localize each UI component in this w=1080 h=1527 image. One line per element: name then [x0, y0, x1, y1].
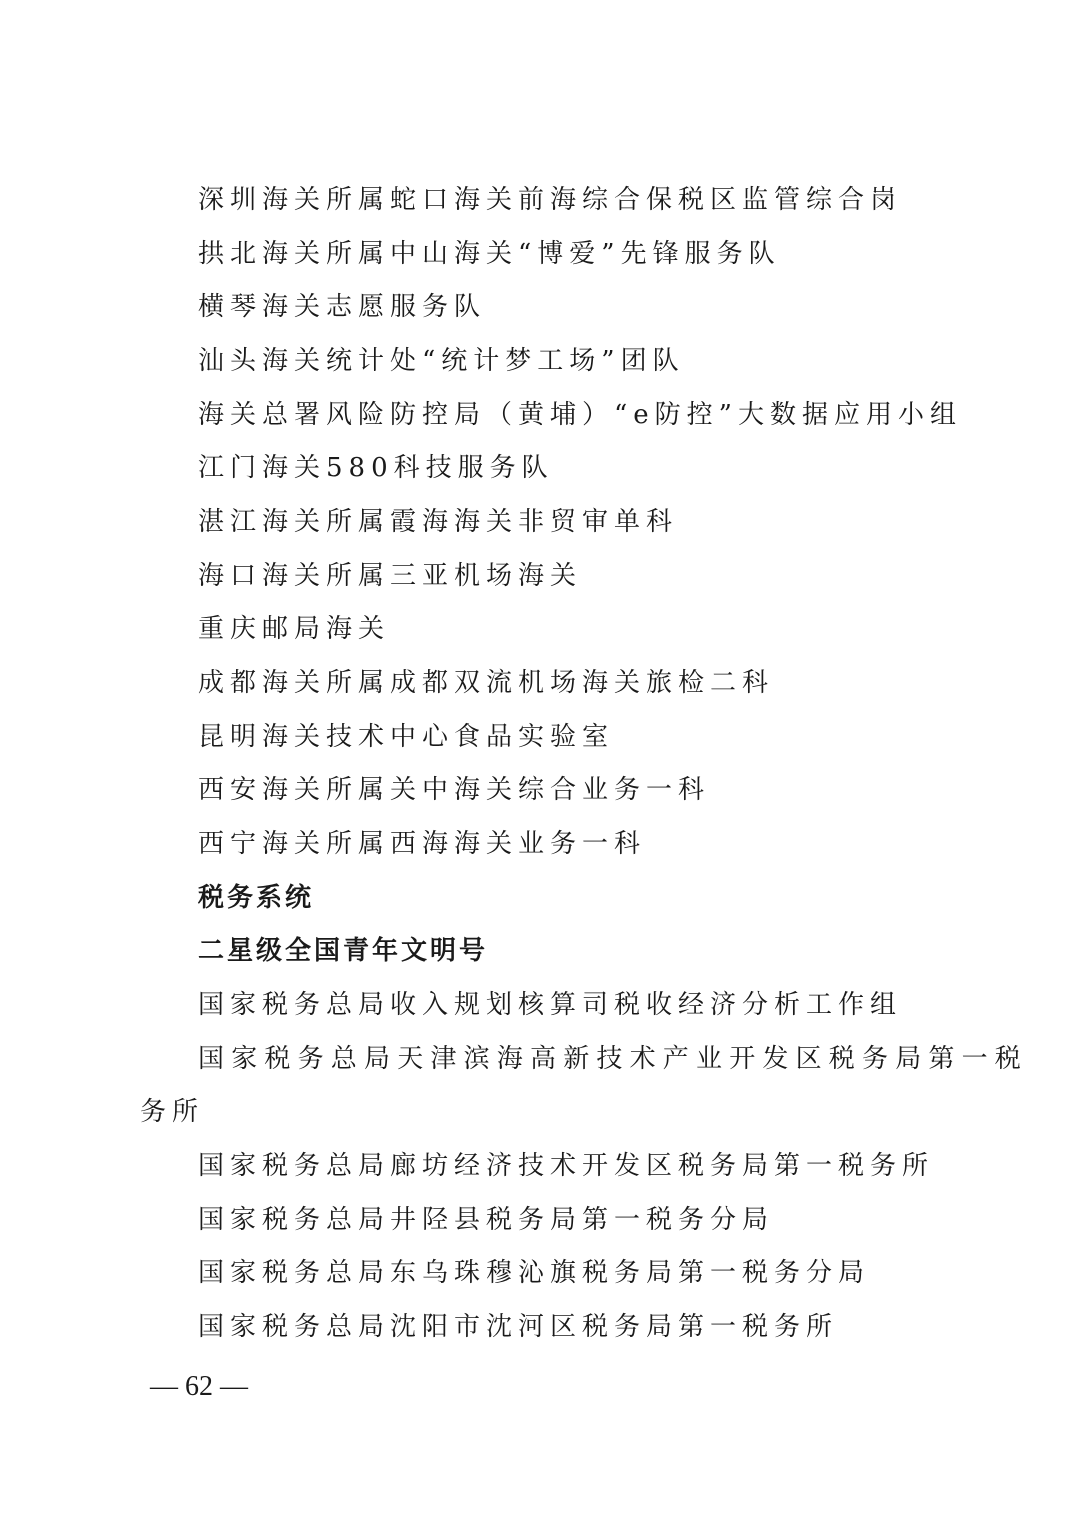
list-item: 海关总署风险防控局（黄埔）“e防控”大数据应用小组 [198, 400, 962, 430]
list-item: 国家税务总局沈阳市沈河区税务局第一税务所 [198, 1312, 839, 1342]
list-item: 深圳海关所属蛇口海关前海综合保税区监管综合岗 [198, 185, 903, 215]
list-item: 湛江海关所属霞海海关非贸审单科 [198, 507, 679, 537]
list-item: 国家税务总局廊坊经济技术开发区税务局第一税务所 [198, 1151, 935, 1181]
list-item: 海口海关所属三亚机场海关 [198, 561, 583, 591]
page-number: — 62 — [150, 1371, 248, 1402]
list-item: 西宁海关所属西海海关业务一科 [198, 829, 647, 859]
list-item: 横琴海关志愿服务队 [198, 292, 487, 322]
list-item: 拱北海关所属中山海关“博爱”先锋服务队 [198, 239, 781, 269]
list-item: 国家税务总局井陉县税务局第一税务分局 [198, 1205, 775, 1235]
list-item: 西安海关所属关中海关综合业务一科 [198, 775, 711, 805]
list-item: 国家税务总局收入规划核算司税收经济分析工作组 [198, 990, 903, 1020]
section-heading-award-level: 二星级全国青年文明号 [198, 936, 489, 966]
list-item: 国家税务总局东乌珠穆沁旗税务局第一税务分局 [198, 1258, 871, 1288]
list-item: 江门海关580科技服务队 [198, 453, 554, 483]
section-heading-tax-system: 税务系统 [198, 883, 315, 913]
list-item: 昆明海关技术中心食品实验室 [198, 722, 615, 752]
list-item: 汕头海关统计处“统计梦工场”团队 [198, 346, 685, 376]
list-item: 国家税务总局天津滨海高新技术产业开发区税务局第一税 [198, 1044, 1029, 1074]
list-item-continuation: 务所 [140, 1097, 205, 1127]
list-item: 成都海关所属成都双流机场海关旅检二科 [198, 668, 775, 698]
list-item: 重庆邮局海关 [198, 614, 391, 644]
